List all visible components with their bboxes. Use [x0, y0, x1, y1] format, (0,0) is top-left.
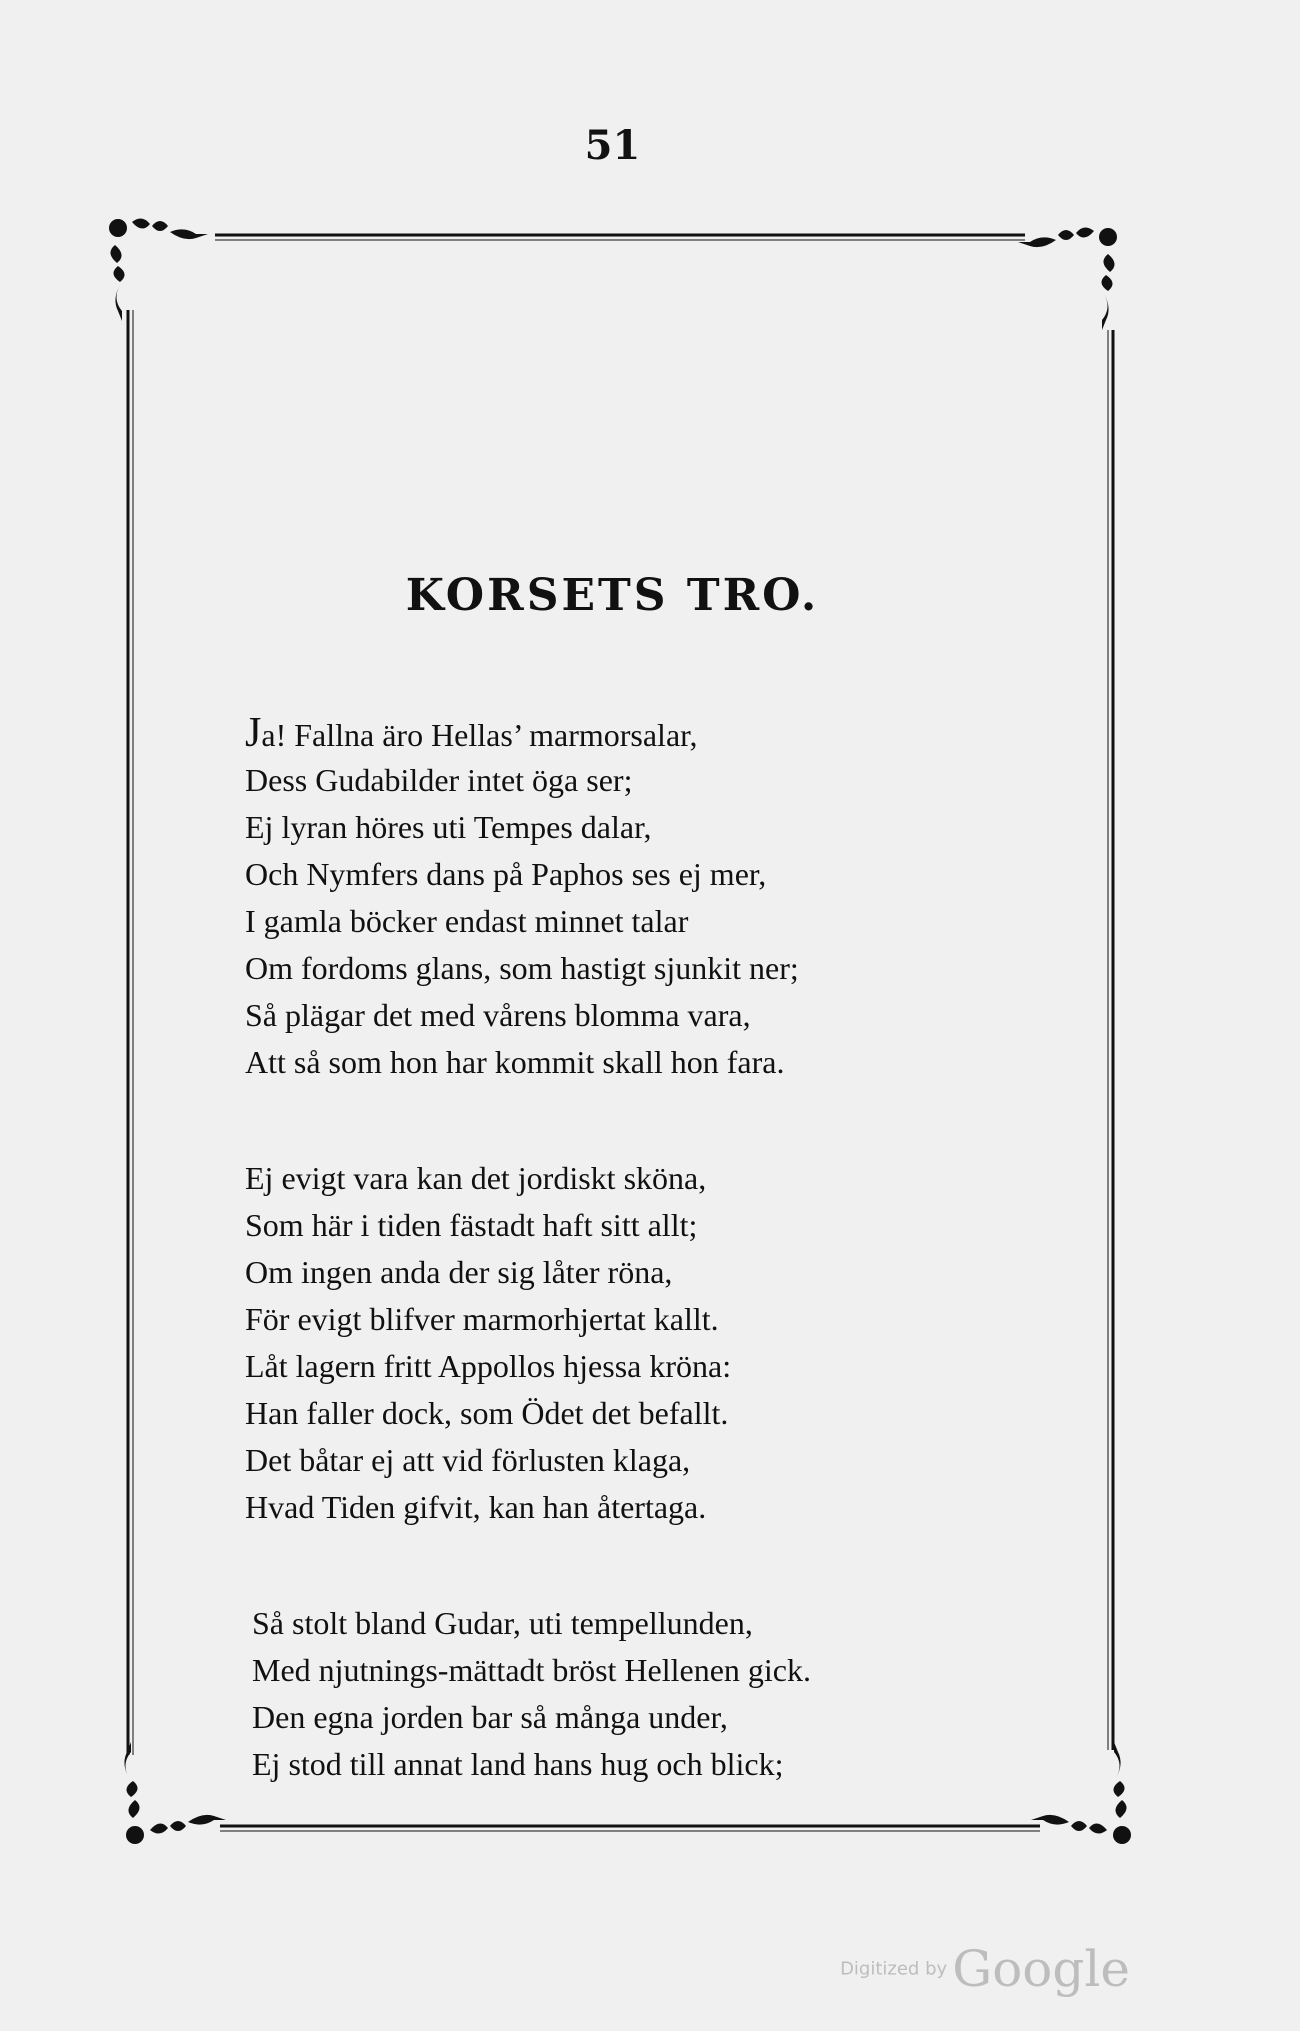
poem-line: Dess Gudabilder intet öga ser; [245, 762, 633, 798]
poem-line: Som här i tiden fästadt haft sitt allt; [245, 1207, 698, 1243]
poem-line: Den egna jorden bar så många under, [252, 1699, 728, 1735]
stanza-2 [245, 1155, 1005, 1531]
poem-line: Så plägar det med vårens blomma vara, [245, 997, 751, 1033]
poem-line: Han faller dock, som Ödet det befallt. [245, 1395, 729, 1431]
stanza-3 [252, 1600, 1012, 1788]
poem-line: Ej stod till annat land hans hug och blick; [252, 1746, 784, 1782]
corner-ornament-icon [124, 1742, 226, 1844]
poem-title: KORSETS TRO. [405, 570, 820, 621]
watermark-prefix: Digitized by [840, 1958, 948, 1980]
corner-ornament-icon [109, 218, 208, 321]
google-logo-icon: Google [952, 1940, 1130, 1998]
poem-line: Om ingen anda der sig låter röna, [245, 1254, 673, 1290]
poem-line: För evigt blifver marmorhjertat kallt. [245, 1301, 719, 1337]
poem-line: Det båtar ej att vid förlusten klaga, [245, 1442, 691, 1478]
digitized-watermark [840, 1940, 1130, 1998]
poem-line: I gamla böcker endast minnet talar [245, 903, 689, 939]
poem-line: Låt lagern fritt Appollos hjessa kröna: [245, 1348, 732, 1384]
poem-line: Om fordoms glans, som hastigt sjunkit ner; [245, 950, 799, 986]
page-number: 51 [584, 122, 641, 169]
corner-ornament-icon [1031, 1742, 1131, 1844]
stanza-1 [245, 710, 1005, 1086]
poem-line: Att så som hon har kommit skall hon fara. [245, 1044, 785, 1080]
drop-initial: J [245, 710, 262, 756]
poem-line: Ej lyran höres uti Tempes dalar, [245, 809, 652, 845]
corner-ornament-icon [1018, 227, 1117, 330]
poem-line: Så stolt bland Gudar, uti tempellunden, [252, 1605, 753, 1641]
poem-line: Ej evigt vara kan det jordiskt sköna, [245, 1160, 707, 1196]
poem-line: Hvad Tiden gifvit, kan han återtaga. [245, 1489, 707, 1525]
poem-line: Med njutnings-mättadt bröst Hellenen gick. [252, 1652, 811, 1688]
poem-line: Och Nymfers dans på Paphos ses ej mer, [245, 856, 767, 892]
poem-line: Ja! Fallna äro Hellas’ marmorsalar, [245, 710, 698, 756]
